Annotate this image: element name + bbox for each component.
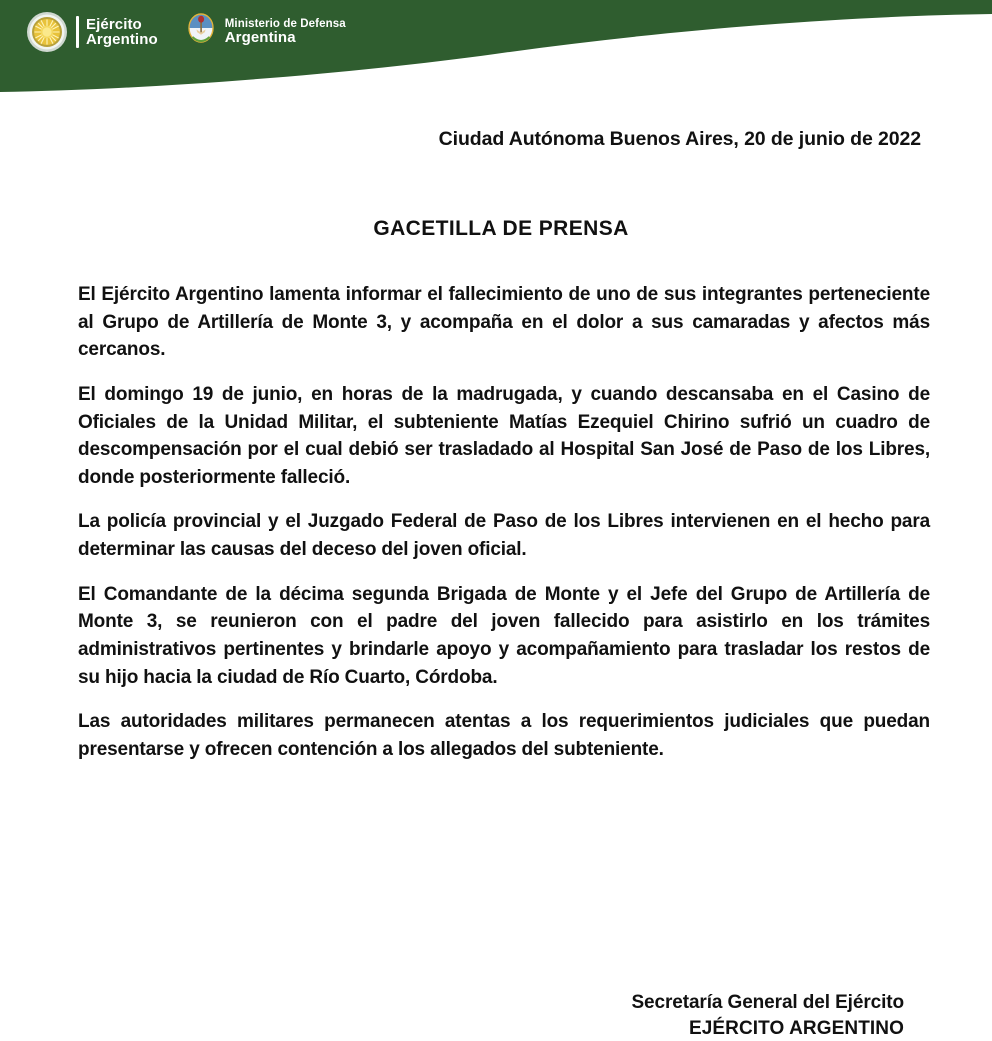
ministry-brand-line1: Ministerio de Defensa (224, 18, 346, 31)
army-brand-line1: Ejército (86, 15, 142, 33)
signature-block (0, 990, 930, 1041)
body-paragraph: La policía provincial y el Juzgado Federal de Paso de los Libres intervienen en el hecho para determinar las causas del deceso del joven oficial. (78, 511, 930, 561)
army-brand-line2: Argentino (86, 31, 158, 48)
signature-line-2: EJÉRCITO ARGENTINO (688, 1017, 904, 1039)
ministry-brand-wordmark (225, 18, 346, 46)
body-paragraph: Las autoridades militares permanecen atentas a los requerimientos judiciales que puedan presentarse y ofrecen contención a los allegados del subteniente. (78, 711, 930, 760)
body-paragraph: El domingo 19 de junio, en horas de la madrugada, y cuando descansaba en el Casino de Oficiales de la Unidad Militar, el subteniente Matías Ezequiel Chirino sufrió un cuadro de descompensación por el cual debió ser trasladado al Hospital San José de Paso de los Libres, donde posteriormente falleció. (78, 383, 930, 488)
argentina-coat-of-arms-icon (184, 13, 218, 51)
header-brand-row (26, 11, 346, 53)
ministry-brand-line2: Argentina (224, 29, 296, 47)
signature-line-1: Secretaría General del Ejército (631, 992, 904, 1013)
army-brand-lockup (26, 11, 158, 53)
army-brand-wordmark (86, 17, 158, 48)
document-sheet (0, 128, 992, 1039)
sol-de-mayo-emblem-icon (26, 11, 68, 53)
dateline: Ciudad Autónoma Buenos Aires, 20 de junio de 2022 (438, 128, 921, 150)
body-paragraph: El Ejército Argentino lamenta informar el fallecimiento de uno de sus integrantes perteneciente al Grupo de Artillería de Monte 3, y acompaña en el dolor a sus camaradas y afectos más cercanos. (78, 284, 930, 361)
ministry-brand-lockup (184, 13, 346, 51)
body-paragraph: El Comandante de la décima segunda Brigada de Monte y el Jefe del Grupo de Artillería de Monte 3, se reunieron con el padre del joven fallecido para asistirlo en los trámites administrativos pertinentes y brindarle apoyo y acompañamiento para trasladar los restos de su hijo hacia la ciudad de Río Cuarto, Córdoba. (78, 583, 930, 688)
brand-divider (76, 16, 79, 48)
page-header (0, 0, 992, 96)
page-title: GACETILLA DE PRENSA (373, 217, 629, 240)
document-body (78, 281, 930, 764)
